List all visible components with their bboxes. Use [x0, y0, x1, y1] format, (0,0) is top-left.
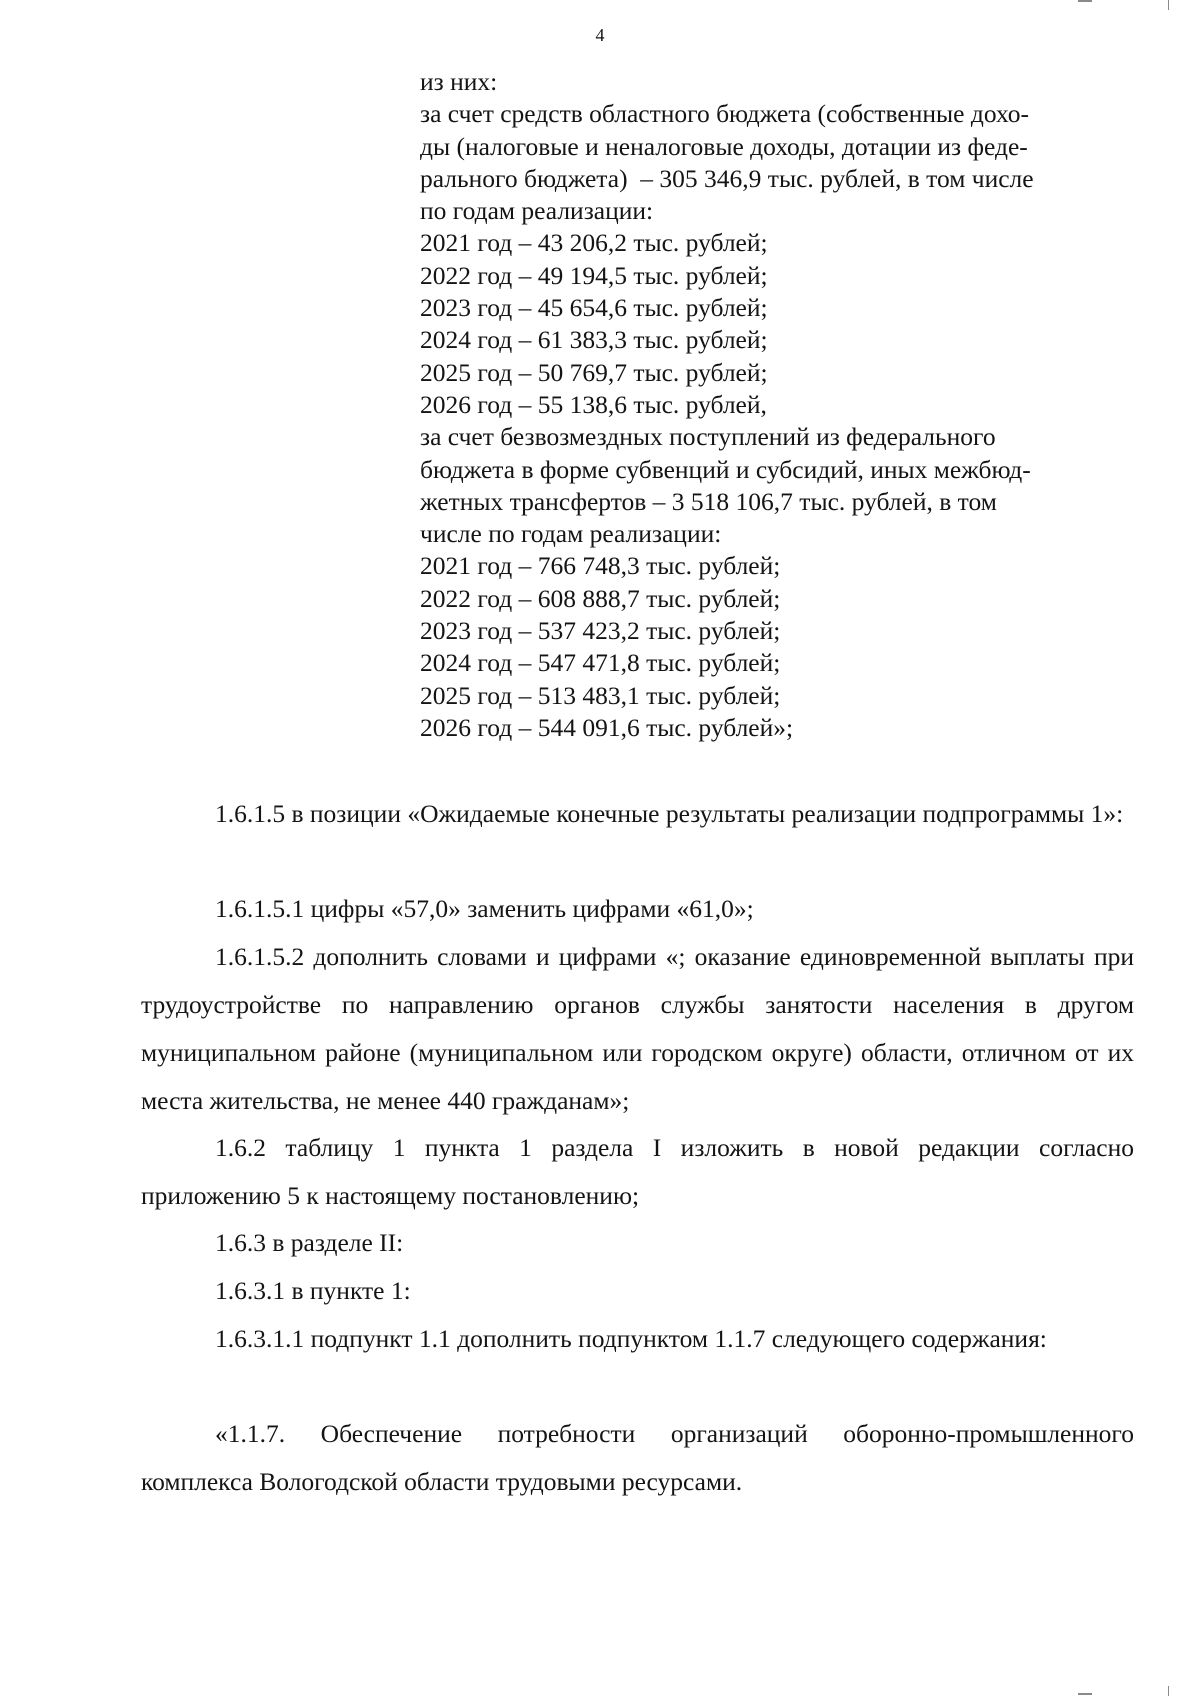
budget-line: бюджета в форме субвенций и субсидий, иных межбюд- [420, 454, 1031, 484]
budget-line: 2026 год – 55 138,6 тыс. рублей, [420, 389, 767, 419]
scan-mark [1168, 1686, 1169, 1696]
budget-line: из них: [420, 67, 498, 96]
scan-mark [1168, 0, 1169, 10]
page-number: 4 [595, 25, 605, 45]
paragraph-1-6-1-5: 1.6.1.5 в позиции «Ожидаемые конечные результаты реализации подпрограммы 1»: [215, 799, 1124, 828]
paragraph-1-6-2: 1.6.2 таблицу 1 пункта 1 раздела I изложить в новой редакции согласно приложению 5 к настоящему постановлению; [141, 1133, 1134, 1210]
budget-line: 2023 год – 537 423,2 тыс. рублей; [420, 616, 781, 646]
paragraph-1-1-7: «1.1.7. Обеспечение потребности организаций оборонно-промышленного комплекса Вологодской области трудовыми ресурсами. [141, 1419, 1134, 1496]
budget-line: 2025 год – 513 483,1 тыс. рублей; [420, 680, 781, 710]
paragraph-1-6-3-1-1: 1.6.3.1.1 подпункт 1.1 дополнить подпунктом 1.1.7 следующего содержания: [215, 1324, 1047, 1353]
budget-line: 2021 год – 766 748,3 тыс. рублей; [420, 551, 781, 581]
budget-line: 2022 год – 608 888,7 тыс. рублей; [420, 583, 781, 613]
paragraph-1-6-1-5-1: 1.6.1.5.1 цифры «57,0» заменить цифрами «61,0»; [215, 894, 754, 923]
paragraph-1-6-3-1: 1.6.3.1 в пункте 1: [215, 1276, 411, 1305]
budget-line: 2024 год – 61 383,3 тыс. рублей; [420, 325, 768, 355]
paragraph-1-6-3: 1.6.3 в разделе II: [215, 1228, 404, 1257]
budget-line: за счет безвозмездных поступлений из федерального [420, 422, 996, 452]
budget-line: 2024 год – 547 471,8 тыс. рублей; [420, 648, 781, 678]
scan-mark [1078, 0, 1092, 2]
budget-line: 2025 год – 50 769,7 тыс. рублей; [420, 357, 768, 387]
scan-mark [1078, 1693, 1092, 1695]
budget-line: числе по годам реализации: [420, 519, 722, 549]
budget-line: 2023 год – 45 654,6 тыс. рублей; [420, 293, 768, 323]
budget-line: 2021 год – 43 206,2 тыс. рублей; [420, 228, 768, 258]
budget-block [420, 66, 1145, 744]
budget-line: 2026 год – 544 091,6 тыс. рублей»; [420, 712, 794, 742]
budget-line: по годам реализации: [420, 196, 654, 226]
budget-line: 2022 год – 49 194,5 тыс. рублей; [420, 260, 768, 290]
paragraph-1-6-1-5-2: 1.6.1.5.2 дополнить словами и цифрами «; оказание единовременной выплаты при трудоустройстве по направлению органов службы занятости населения в другом муниципальном районе (муниципальном или городском округе) области, отличном от их места жительства, не менее 440 гражданам»; [141, 942, 1134, 1115]
budget-line: рального бюджета) – 305 346,9 тыс. рублей, в том числе [420, 163, 1034, 193]
budget-line: жетных трансфертов – 3 518 106,7 тыс. рублей, в том [420, 486, 997, 516]
budget-line: за счет средств областного бюджета (собственные дохо- [420, 99, 1029, 129]
budget-line: ды (налоговые и неналоговые доходы, дотации из феде- [420, 131, 1028, 161]
